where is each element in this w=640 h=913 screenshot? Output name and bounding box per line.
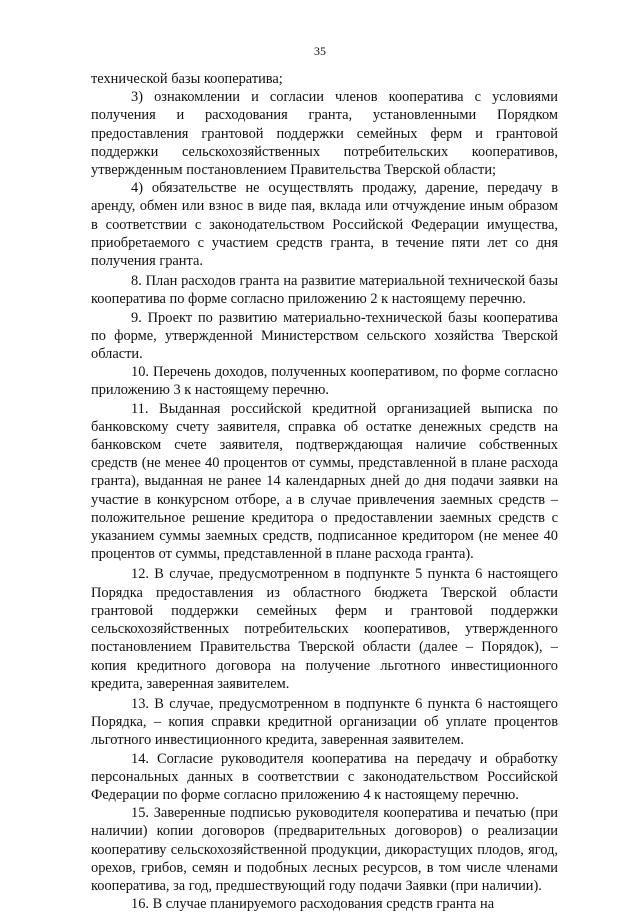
paragraph-item-4: 4) обязательстве не осуществлять продажу, дарение, передачу в аренду, обмен или взнос в виде пая, вклада или отчуждение иным образом в соответствии с законодательством Российской Федерации имущества, приобретаемого с участием средств гранта, в течение пяти лет со дня получения гранта. (91, 180, 558, 270)
paragraph-item-10: 10. Перечень доходов, полученных кооперативом, по форме согласно приложению 3 к настоящему перечню. (91, 364, 558, 399)
paragraph-item-3: 3) ознакомлении и согласии членов кооператива с условиями получения и расходования гранта, установленными Порядком предоставления грантовой поддержки семейных ферм и грантовой поддержки сельскохозяйственных потребительских кооперативов, утвержденным постановлением Правительства Тверской области; (91, 89, 558, 179)
paragraph-item-14: 14. Согласие руководителя кооператива на передачу и обработку персональных данных в соответствии с законодательством Российской Федерации по форме согласно приложению 4 к настоящему перечню. (91, 750, 558, 803)
paragraph-item-12: 12. В случае, предусмотренном в подпункте 5 пункта 6 настоящего Порядка предоставления из областного бюджета Тверской области грантовой поддержки семейных ферм и грантовой поддержки сельскохозяйственных потребительских кооперативов, утвержденного постановлением Правительства Тверской области (далее – Порядок), – копия кредитного договора на получение льготного инвестиционного кредита, заверенная заявителем. (91, 566, 558, 692)
document-body (91, 70, 558, 913)
paragraph-item-15: 15. Заверенные подписью руководителя кооператива и печатью (при наличии) копии договоров (предварительных договоров) о реализации кооперативу сельскохозяйственной продукции, дикорастущих плодов, ягод, орехов, грибов, семян и подобных лесных ресурсов, в том числе членами кооператива, за год, предшествующий году подачи Заявки (при наличии). (91, 805, 558, 894)
paragraph-item-9: 9. Проект по развитию материально-технической базы кооператива по форме, утвержденной Министерством сельского хозяйства Тверской области. (91, 309, 558, 363)
paragraph-continuation: технической базы кооператива; (91, 71, 283, 87)
paragraph-item-13: 13. В случае, предусмотренном в подпункте 6 пункта 6 настоящего Порядка, – копия справки кредитной организации об уплате процентов льготного инвестиционного кредита, заверенная заявителем. (91, 695, 558, 749)
paragraph-item-8: 8. План расходов гранта на развитие материальной технической базы кооператива по форме согласно приложению 2 к настоящему перечню. (91, 273, 558, 308)
paragraph-item-16: 16. В случае планируемого расходования средств гранта на (131, 896, 495, 913)
paragraph-item-11: 11. Выданная российской кредитной организацией выписка по банковскому счету заявителя, справка об остатке денежных средств на банковском счете заявителя, подтверждающая наличие собственных средств (не менее 40 процентов от суммы, представленной в плане расхода гранта), выданная не ранее 14 календарных дней до дня подачи заявки на участие в конкурсном отборе, а в случае привлечения заемных средств – положительное решение кредитора о предоставлении заемных средств с указанием суммы заемных средств, подписанное кредитором (не менее 40 процентов от суммы, представленной в плане расхода гранта). (91, 400, 558, 563)
page-number: 35 (314, 44, 326, 58)
